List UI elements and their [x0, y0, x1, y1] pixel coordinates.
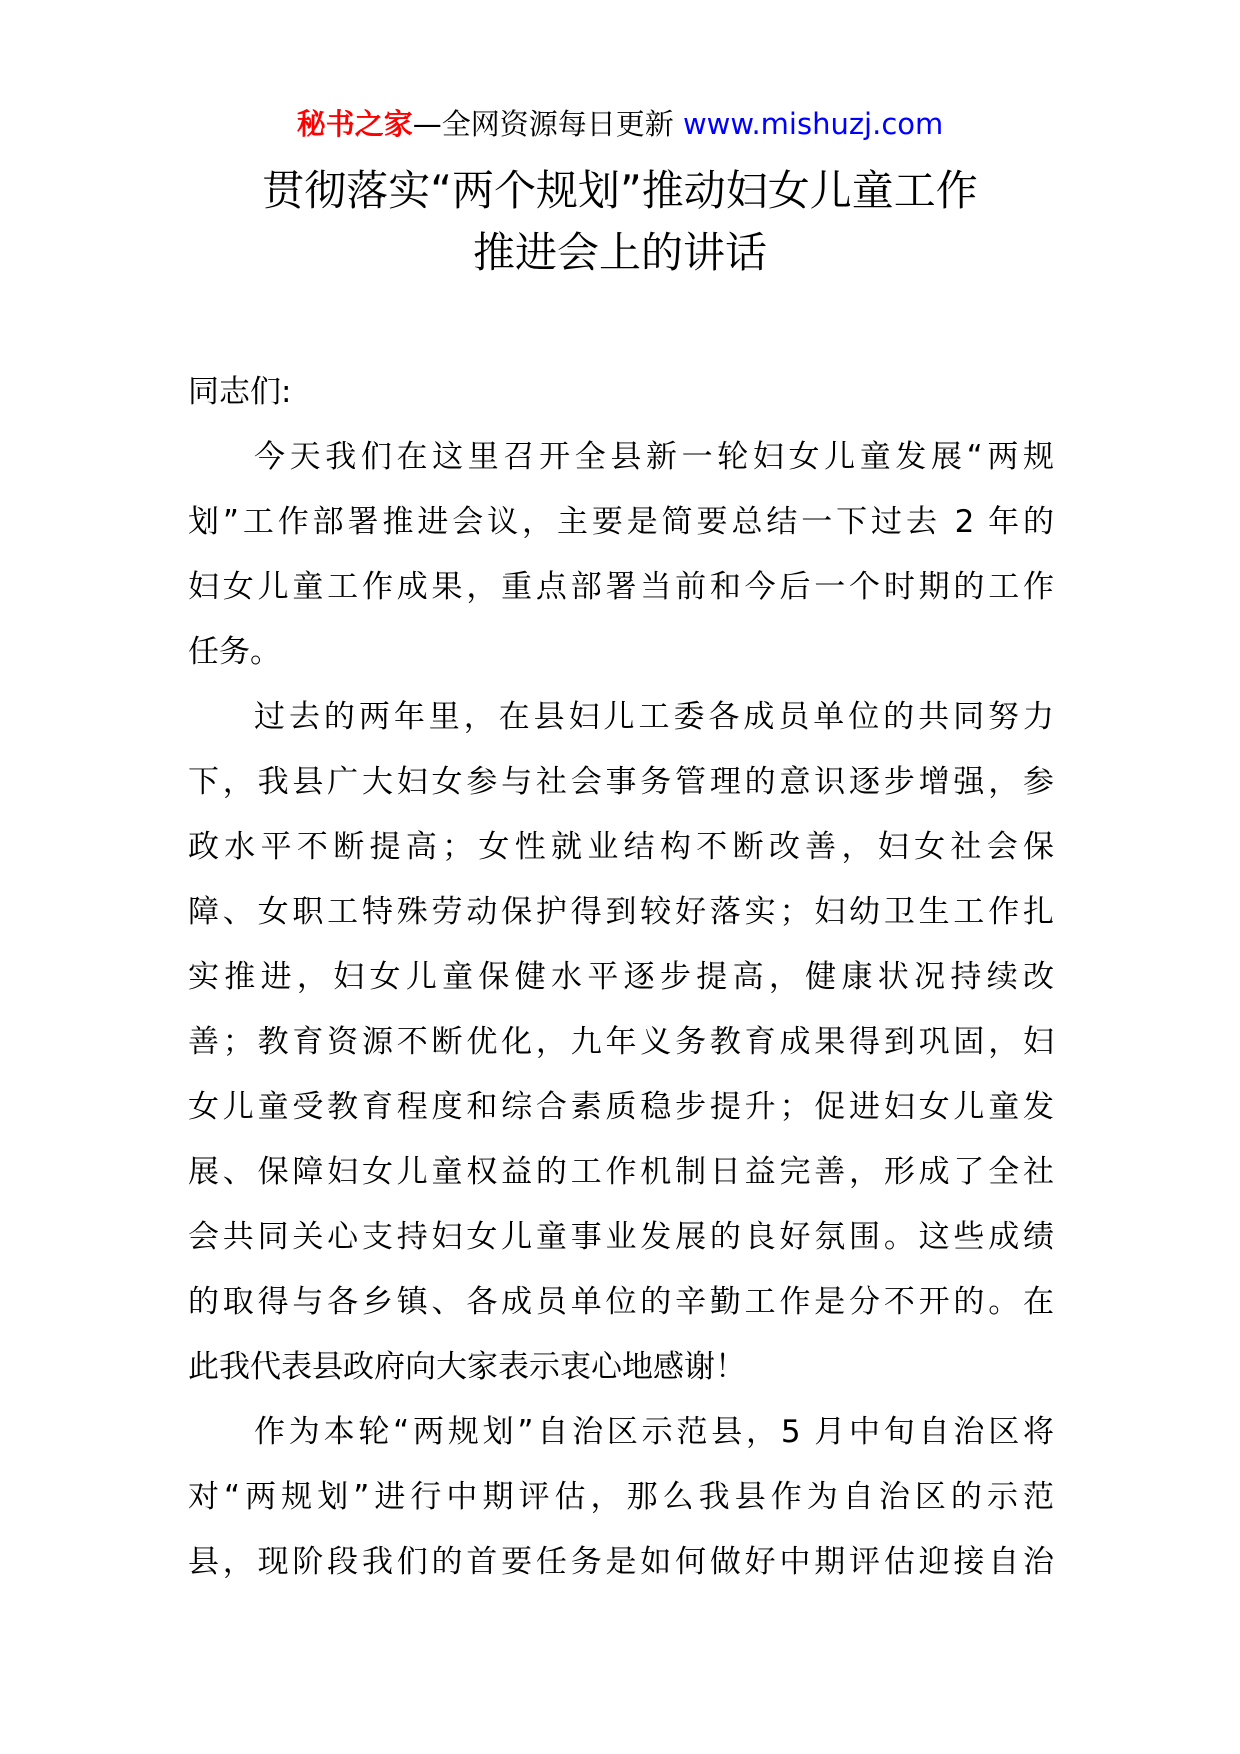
- paragraph-line: 作为本轮“两规划”自治区示范县，5 月中旬自治区将: [254, 1414, 1054, 1450]
- title-line-1: 贯彻落实“两个规划”推动妇女儿童工作: [262, 166, 978, 215]
- header-tagline: —全网资源每日更新: [412, 107, 674, 141]
- paragraph-line: 善；教育资源不断优化，九年义务教育成果得到巩固，妇: [188, 1024, 1054, 1060]
- paragraph-line: 展、保障妇女儿童权益的工作机制日益完善，形成了全社: [188, 1154, 1054, 1190]
- paragraph-line: 今天我们在这里召开全县新一轮妇女儿童发展“两规: [254, 439, 1054, 475]
- paragraph-line: 的取得与各乡镇、各成员单位的辛勤工作是分不开的。在: [188, 1284, 1054, 1320]
- paragraph-line: 对“两规划”进行中期评估，那么我县作为自治区的示范: [188, 1479, 1054, 1515]
- paragraph-line: 实推进，妇女儿童保健水平逐步提高，健康状况持续改: [188, 959, 1054, 995]
- paragraph-1: [188, 425, 1054, 685]
- salutation: 同志们:: [188, 374, 292, 410]
- paragraph-line: 障、女职工特殊劳动保护得到较好落实；妇幼卫生工作扎: [188, 894, 1054, 930]
- paragraph-2: [188, 685, 1054, 1400]
- site-url-link[interactable]: www.mishuzj.com: [682, 107, 944, 141]
- paragraph-line: 会共同关心支持妇女儿童事业发展的良好氛围。这些成绩: [188, 1219, 1054, 1255]
- title-line-2: 推进会上的讲话: [472, 228, 767, 277]
- paragraph-3: [188, 1400, 1054, 1595]
- paragraph-line: 女儿童受教育程度和综合素质稳步提升；促进妇女儿童发: [188, 1089, 1054, 1125]
- paragraph-line: 划”工作部署推进会议，主要是简要总结一下过去 2 年的: [188, 504, 1054, 540]
- paragraph-line: 此我代表县政府向大家表示衷心地感谢！: [188, 1349, 746, 1385]
- paragraph-line: 妇女儿童工作成果，重点部署当前和今后一个时期的工作: [188, 569, 1054, 605]
- brand-name: 秘书之家: [296, 107, 413, 141]
- site-header: [0, 100, 1240, 148]
- paragraph-line: 县，现阶段我们的首要任务是如何做好中期评估迎接自治: [188, 1544, 1054, 1580]
- paragraph-line: 下，我县广大妇女参与社会事务管理的意识逐步增强，参: [188, 764, 1054, 800]
- paragraph-line: 任务。: [188, 634, 281, 670]
- paragraph-line: 过去的两年里，在县妇儿工委各成员单位的共同努力: [254, 699, 1054, 735]
- paragraph-line: 政水平不断提高；女性就业结构不断改善，妇女社会保: [188, 829, 1054, 865]
- document-body: [188, 360, 1054, 1595]
- document-title: [150, 160, 1090, 284]
